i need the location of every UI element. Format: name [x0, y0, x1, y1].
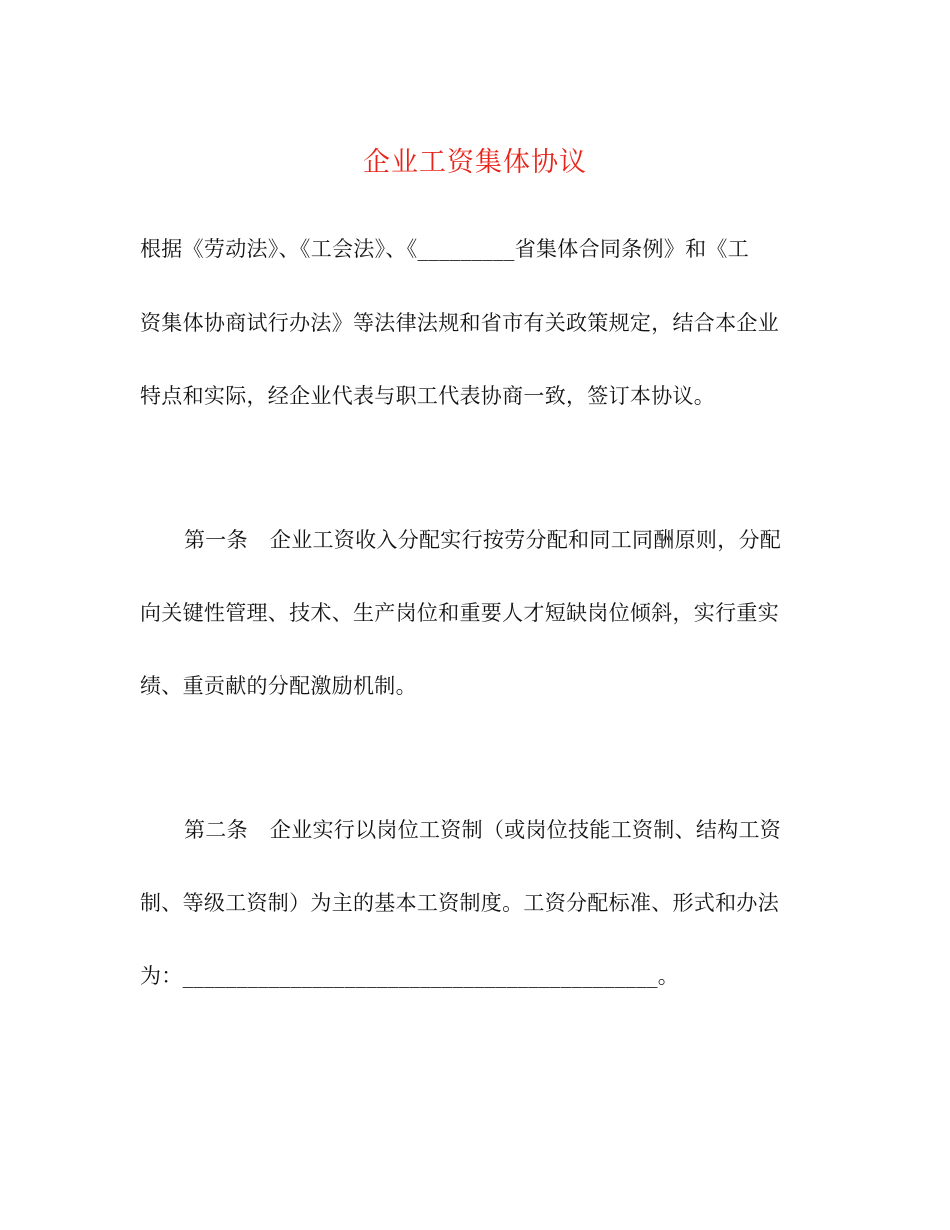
intro-line-1: 根据《劳动法》、《工会法》、《_________省集体合同条例》和《工 [140, 237, 749, 261]
article-2-label: 第二条 [184, 818, 248, 842]
article-1-line-2: 向关键性管理、技术、生产岗位和重要人才短缺岗位倾斜，实行重实 [140, 601, 779, 625]
article-2-line-3: 为：____________________________________________。 [140, 964, 680, 988]
article-1-first-line [140, 524, 864, 554]
article-2-first-line [140, 814, 864, 844]
article-1-line-1: 企业工资收入分配实行按劳分配和同工同酬原则，分配 [269, 528, 782, 552]
article-2-line-2: 制、等级工资制）为主的基本工资制度。工资分配标准、形式和办法 [140, 891, 779, 915]
article-1-label: 第一条 [184, 528, 248, 552]
article-1-line-3: 绩、重贡献的分配激励机制。 [140, 674, 417, 698]
document-title: 企业工资集体协议 [363, 147, 587, 178]
intro-line-3: 特点和实际，经企业代表与职工代表协商一致，签订本协议。 [140, 384, 716, 408]
intro-line-2: 资集体协商试行办法》等法律法规和省市有关政策规定，结合本企业 [140, 311, 779, 335]
article-2-line-1: 企业实行以岗位工资制（或岗位技能工资制、结构工资 [269, 818, 782, 842]
